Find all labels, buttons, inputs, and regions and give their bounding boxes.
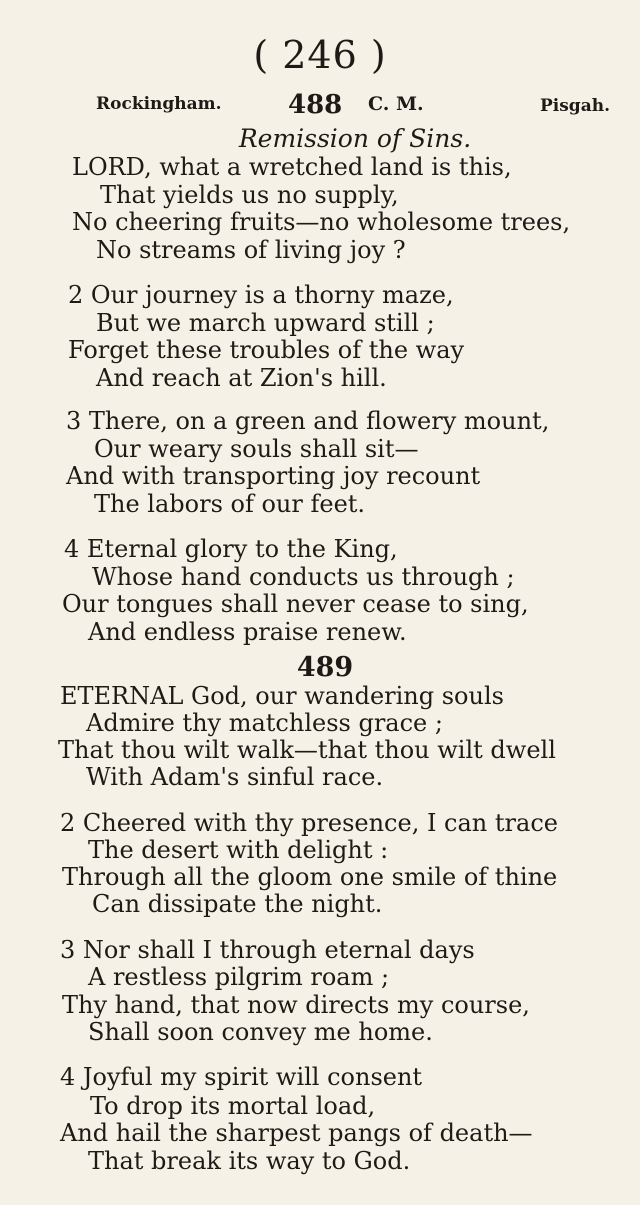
page-number: ( 246 ) xyxy=(253,33,387,77)
verse-line: Admire thy matchless grace ; xyxy=(86,709,443,737)
verse-line: 2 Our journey is a thorny maze, xyxy=(68,281,454,309)
tune-name-right: Pisgah. xyxy=(540,96,610,116)
verse-line: 3 There, on a green and flowery mount, xyxy=(66,407,550,435)
verse-line: And hail the sharpest pangs of death— xyxy=(60,1119,533,1147)
tune-name-left: Rockingham. xyxy=(96,94,222,114)
verse-line: Through all the gloom one smile of thine xyxy=(62,863,558,891)
verse-line: And endless praise renew. xyxy=(88,618,407,646)
verse-line: A restless pilgrim roam ; xyxy=(88,963,390,991)
verse-line: Our tongues shall never cease to sing, xyxy=(62,590,529,618)
verse-line: Our weary souls shall sit— xyxy=(94,435,419,463)
verse-line: The labors of our feet. xyxy=(94,490,366,518)
verse-line: ETERNAL God, our wandering souls xyxy=(60,682,504,710)
verse-line: That break its way to God. xyxy=(88,1147,411,1175)
verse-line: Can dissipate the night. xyxy=(92,890,383,918)
hymn-number: 488 xyxy=(288,90,343,120)
verse-line: 4 Joyful my spirit will consent xyxy=(60,1063,423,1091)
hymn-title: Remission of Sins. xyxy=(238,124,472,153)
verse-line: 2 Cheered with thy presence, I can trace xyxy=(60,809,558,837)
verse-line: To drop its mortal load, xyxy=(90,1092,376,1120)
verse-line: Forget these troubles of the way xyxy=(68,336,465,364)
verse-line: 4 Eternal glory to the King, xyxy=(64,535,398,563)
verse-line: Shall soon convey me home. xyxy=(88,1018,433,1046)
verse-line: That yields us no supply, xyxy=(100,181,399,209)
verse-line: That thou wilt walk—that thou wilt dwell xyxy=(58,736,556,764)
hymn-number-489: 489 xyxy=(296,652,354,683)
verse-line: But we march upward still ; xyxy=(96,309,435,337)
verse-line: And reach at Zion's hill. xyxy=(96,364,387,392)
hymn-488-header xyxy=(0,90,640,120)
verse-line: LORD, what a wretched land is this, xyxy=(72,153,512,181)
verse-line: Whose hand conducts us through ; xyxy=(92,563,515,591)
verse-line: No cheering fruits—no wholesome trees, xyxy=(72,208,571,236)
verse-line: And with transporting joy recount xyxy=(66,462,481,490)
verse-line: No streams of living joy ? xyxy=(96,236,406,264)
verse-line: 3 Nor shall I through eternal days xyxy=(60,936,475,964)
verse-line: The desert with delight : xyxy=(88,836,389,864)
verse-line: Thy hand, that now directs my course, xyxy=(62,991,530,1019)
verse-line: With Adam's sinful race. xyxy=(86,763,384,791)
hymn-meter: C. M. xyxy=(368,93,424,115)
